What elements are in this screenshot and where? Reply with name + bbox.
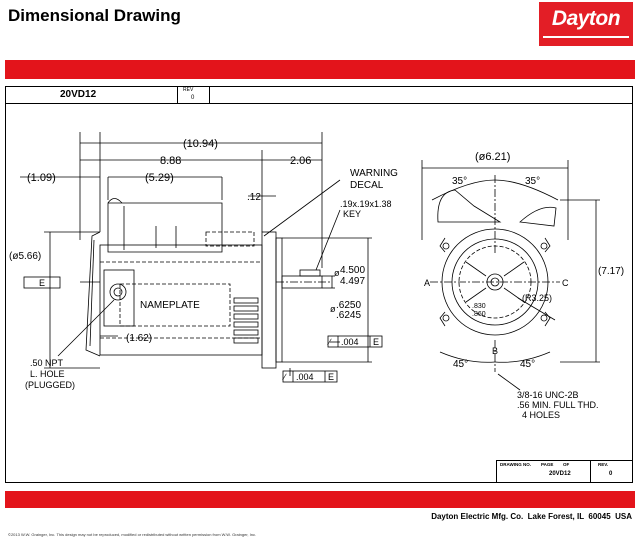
key (300, 270, 320, 276)
tolerance-frame-1 (327, 336, 382, 347)
datum-e-tag (24, 277, 60, 288)
holes-line1: 3/8-16 UNC-2B (517, 390, 579, 400)
tb-page-label: PAGE (541, 462, 554, 467)
nameplate-label: NAMEPLATE (140, 300, 200, 311)
svg-text:∕: ∕ (329, 337, 331, 347)
logo-text: Dayton (551, 7, 621, 30)
tb-drawing-no: 20VD12 (549, 471, 571, 477)
dim-frame-dia: (ø5.66) (9, 251, 42, 262)
page-title: Dimensional Drawing (8, 6, 181, 25)
warning-line2: DECAL (350, 180, 384, 191)
shaft-min: .6245 (336, 310, 362, 321)
dim-bolt-radius: (R3.25) (522, 293, 553, 303)
npt-line3: (PLUGGED) (25, 380, 76, 390)
front-flange (262, 232, 276, 368)
pilot-prefix: ø (334, 268, 340, 278)
view-label-c: C (562, 278, 569, 288)
dim-gap: .12 (247, 192, 261, 203)
tb-drawing-no-label: DRAWING NO. (500, 462, 531, 467)
tol-datum-1: E (373, 337, 380, 347)
angle-top-right: 35° (525, 176, 541, 187)
dim-shaft-ext: 2.06 (290, 155, 312, 167)
dim-flange-dia: (ø6.21) (475, 151, 511, 163)
model-number: 20VD12 (60, 89, 97, 100)
pilot-min: 4.497 (340, 276, 366, 287)
dim-height: (7.17) (598, 266, 625, 277)
angle-top-left: 35° (452, 176, 468, 187)
angle-bot-right: 45° (520, 359, 536, 370)
dim-conduit-offset: (1.62) (126, 333, 153, 344)
npt-line1: .50 NPT (30, 358, 64, 368)
small-dim-2: .860 (472, 311, 486, 318)
conduit-hole (110, 284, 126, 300)
dim-rear-overhang: (1.09) (27, 172, 56, 184)
warning-line1: WARNING (350, 168, 398, 179)
key-line1: .19x.19x1.38 (340, 199, 392, 209)
key-line2: KEY (343, 209, 362, 219)
tb-of-label: OF (563, 462, 570, 467)
view-label-b: B (492, 346, 499, 356)
holes-line3: 4 HOLES (522, 410, 561, 420)
tol-datum-2: E (328, 372, 335, 382)
vent-louvers (234, 298, 258, 343)
tol-value-1: .004 (341, 337, 359, 347)
svg-text:∕: ∕ (284, 372, 286, 382)
tb-rev-label: REV. (598, 462, 609, 467)
dim-overall: (10.94) (183, 138, 218, 150)
pilot-max: 4.500 (340, 265, 366, 276)
datum-e-label: E (39, 278, 46, 288)
conduit-box (104, 270, 134, 326)
holes-line2: .56 MIN. FULL THD. (517, 400, 599, 410)
bottom-red-band (5, 491, 635, 508)
copyright-notice: ©2013 W.W. Grainger, Inc. This design may not be reproduced, modified or redistributed without written permission from W.W. Grainger, Inc. (8, 532, 257, 537)
shaft-prefix: ø (330, 304, 336, 314)
rev-value: 0 (191, 95, 195, 101)
company-address: Dayton Electric Mfg. Co. Lake Forest, IL 60045 USA (431, 512, 632, 521)
dim-capacitor: (5.29) (145, 172, 174, 184)
npt-line2: L. HOLE (30, 369, 65, 379)
dim-body: 8.88 (160, 155, 182, 167)
shaft-max: .6250 (336, 300, 362, 311)
rear-end-bell (86, 232, 100, 356)
angle-bot-left: 45° (453, 359, 469, 370)
tol-value-2: .004 (296, 372, 314, 382)
small-dim-1: .830 (472, 303, 486, 310)
view-label-a: A (424, 278, 431, 288)
rev-label: REV (183, 87, 194, 93)
tb-rev: 0 (609, 471, 613, 477)
front-capacitor (438, 190, 500, 222)
title-block (496, 460, 633, 483)
